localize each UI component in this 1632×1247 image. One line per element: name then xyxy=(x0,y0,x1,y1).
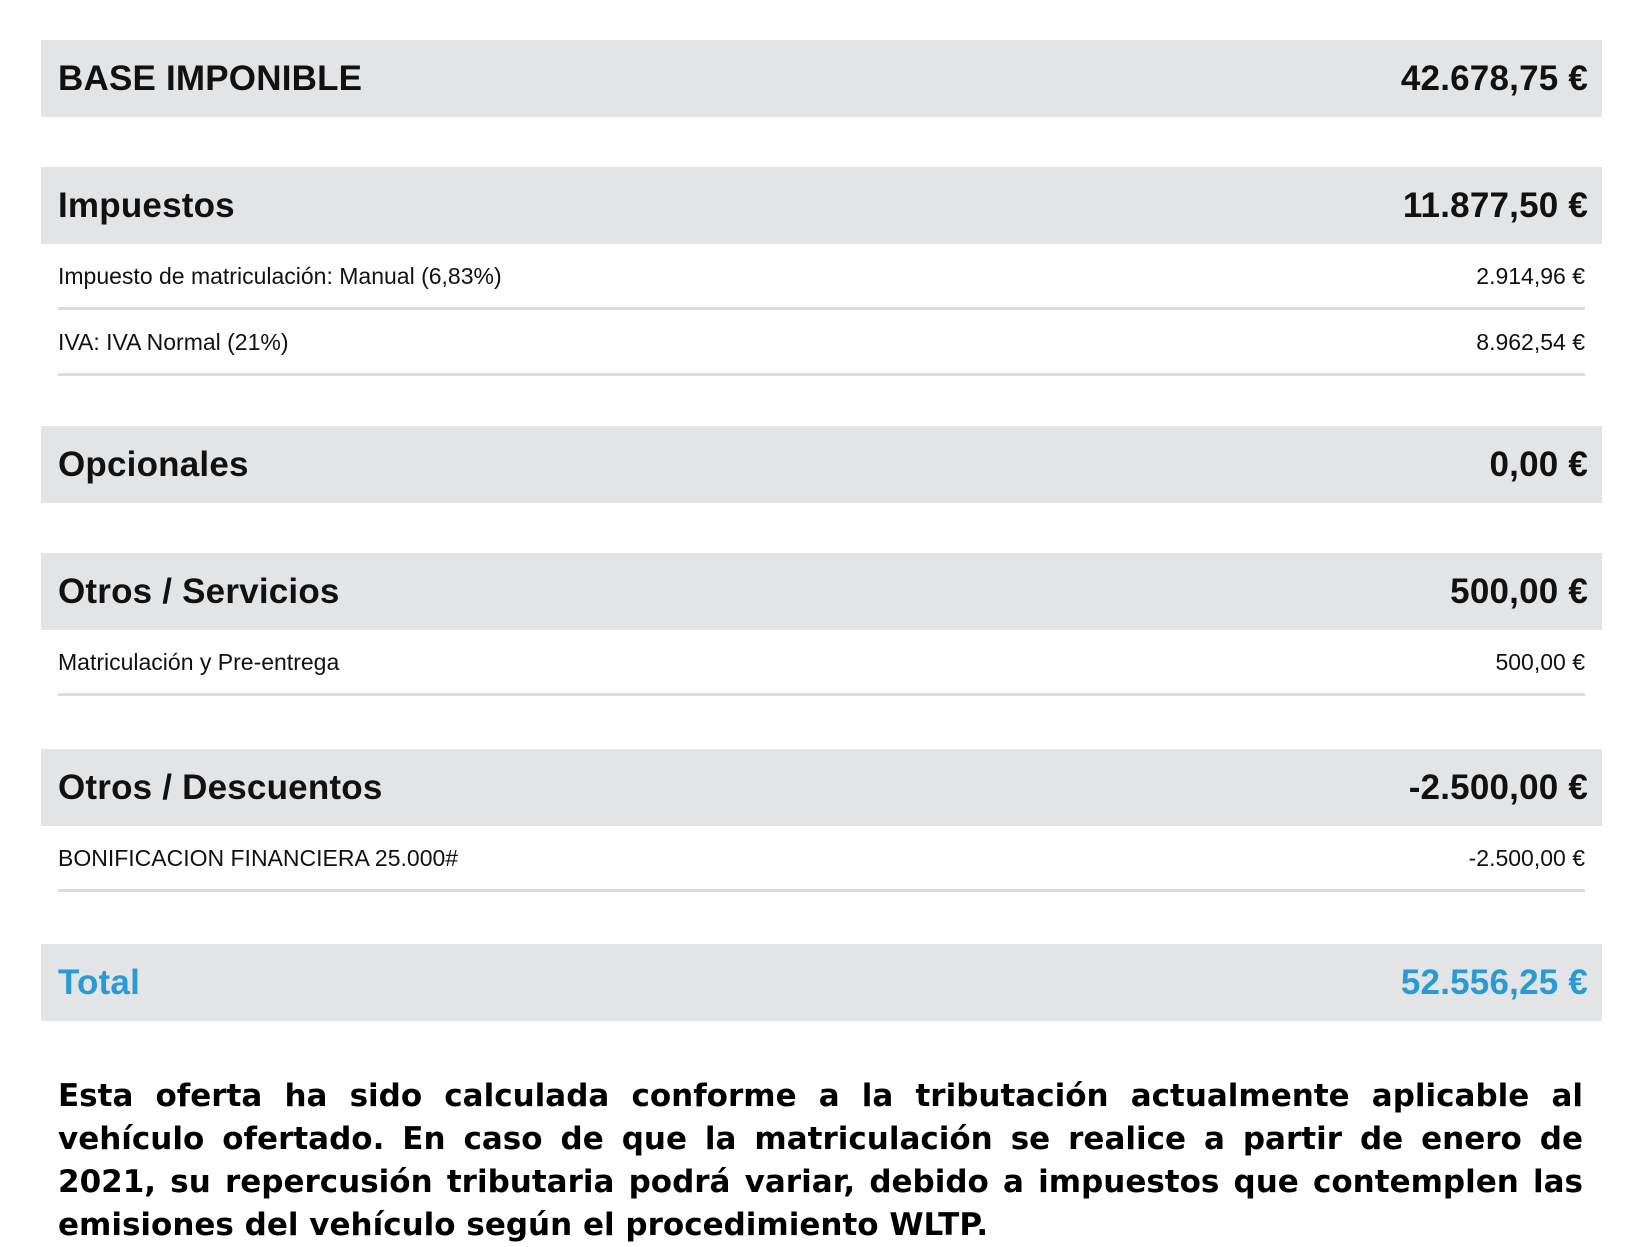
impuestos-amount: 11.877,50 € xyxy=(1402,185,1588,225)
total-label: Total xyxy=(58,962,141,1002)
opcionales-label: Opcionales xyxy=(58,444,249,484)
line-item-label: BONIFICACION FINANCIERA 25.000# xyxy=(58,845,459,871)
base-imponible-label: BASE IMPONIBLE xyxy=(58,58,363,98)
line-item-amount: 500,00 € xyxy=(1495,649,1585,675)
line-item-amount: 2.914,96 € xyxy=(1476,263,1585,289)
line-item-label: IVA: IVA Normal (21%) xyxy=(58,329,289,355)
descuentos-label: Otros / Descuentos xyxy=(58,767,383,807)
descuentos-header xyxy=(41,749,1602,826)
line-item-matriculacion-preentrega xyxy=(58,630,1585,696)
line-item-bonificacion-financiera xyxy=(58,826,1585,892)
servicios-amount: 500,00 € xyxy=(1450,571,1588,611)
total-amount: 52.556,25 € xyxy=(1400,962,1588,1002)
tax-disclaimer: Esta oferta ha sido calculada conforme a la tributación actualmente aplicable al vehículo ofertado. En caso de que la matriculación se realice a partir de enero de 2021, su repercusión tributaria podrá variar, debido a impuestos que contemplen las emisiones del vehículo según el procedimiento WLTP. xyxy=(58,1078,1583,1243)
line-item-label: Impuesto de matriculación: Manual (6,83%) xyxy=(58,263,502,289)
line-item-amount: -2.500,00 € xyxy=(1468,845,1585,871)
line-item-amount: 8.962,54 € xyxy=(1476,329,1585,355)
price-breakdown xyxy=(41,40,1602,1021)
line-item-impuesto-matriculacion xyxy=(58,244,1585,310)
base-imponible-header xyxy=(41,40,1602,117)
impuestos-label: Impuestos xyxy=(58,185,235,225)
opcionales-header xyxy=(41,426,1602,503)
opcionales-amount: 0,00 € xyxy=(1489,444,1588,484)
impuestos-header xyxy=(41,167,1602,244)
servicios-label: Otros / Servicios xyxy=(58,571,340,611)
base-imponible-amount: 42.678,75 € xyxy=(1400,58,1588,98)
descuentos-amount: -2.500,00 € xyxy=(1408,767,1588,807)
total-header xyxy=(41,944,1602,1021)
line-item-iva xyxy=(58,310,1585,376)
servicios-header xyxy=(41,553,1602,630)
line-item-label: Matriculación y Pre-entrega xyxy=(58,649,340,675)
